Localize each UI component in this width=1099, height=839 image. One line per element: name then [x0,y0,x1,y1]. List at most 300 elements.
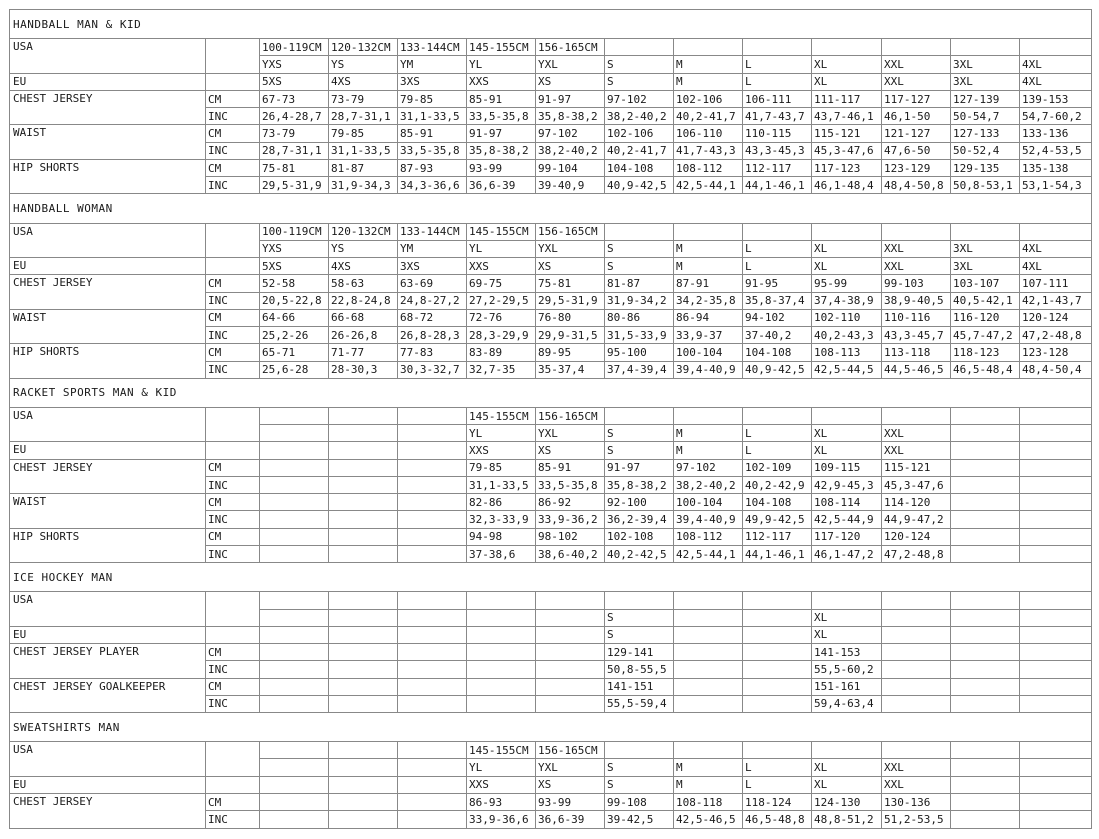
cm-value-cell: 121-127 [882,125,951,142]
unit-cm: CM [206,275,260,292]
inc-value-cell: 35,8-37,4 [743,292,812,309]
usa-label: USA [10,407,206,442]
inc-value-cell: 47,2-48,8 [882,545,951,562]
cm-value-cell [743,678,812,695]
inc-value-cell: 50-52,4 [951,142,1020,159]
unit-cell [206,73,260,90]
cm-value-cell: 114-120 [882,494,951,511]
unit-inc: INC [206,177,260,194]
unit-cm: CM [206,125,260,142]
eu-size-cell: 4XS [329,73,398,90]
cm-value-cell: 67-73 [260,90,329,107]
inc-value-cell: 36,2-39,4 [605,511,674,528]
eu-size-cell: XXS [467,73,536,90]
usa-size-cell [260,609,329,626]
height-range-cell [812,223,882,240]
cm-value-cell [329,644,398,661]
height-range-cell [605,39,674,56]
inc-value-cell [674,661,743,678]
cm-value-cell: 104-108 [605,159,674,176]
height-range-cell [1020,407,1092,424]
inc-value-cell: 38,6-40,2 [536,545,605,562]
height-range-cell [1020,592,1092,609]
cm-value-cell: 135-138 [1020,159,1092,176]
usa-size-cell: XL [812,609,882,626]
cm-value-cell [951,459,1020,476]
cm-value-cell: 86-93 [467,793,536,810]
height-range-cell [743,592,812,609]
inc-value-cell: 29,5-31,9 [260,177,329,194]
cm-value-cell: 104-108 [743,344,812,361]
cm-value-cell: 113-118 [882,344,951,361]
usa-size-cell [1020,609,1092,626]
height-range-cell: 145-155CM [467,223,536,240]
cm-value-cell: 79-85 [398,90,467,107]
measure-cm-row [10,125,1092,142]
usa-size-cell: S [605,240,674,257]
cm-value-cell [260,494,329,511]
height-range-cell: 145-155CM [467,407,536,424]
inc-value-cell [260,476,329,493]
usa-size-cell: 4XL [1020,56,1092,73]
inc-value-cell: 38,2-40,2 [605,108,674,125]
usa-size-cell: M [674,425,743,442]
inc-value-cell: 35,8-38,2 [536,108,605,125]
unit-cm: CM [206,494,260,511]
eu-size-cell: S [605,258,674,275]
unit-cm: CM [206,309,260,326]
measure-cm-row [10,459,1092,476]
measure-cm-row [10,678,1092,695]
unit-inc: INC [206,545,260,562]
inc-value-cell: 52,4-53,5 [1020,142,1092,159]
height-range-cell [951,407,1020,424]
measure-cm-row [10,275,1092,292]
inc-value-cell [329,811,398,829]
eu-size-cell [260,776,329,793]
eu-row [10,776,1092,793]
unit-cell [206,442,260,459]
height-range-cell [743,407,812,424]
inc-value-cell: 38,9-40,5 [882,292,951,309]
cm-value-cell: 52-58 [260,275,329,292]
cm-value-cell: 69-75 [467,275,536,292]
cm-value-cell: 64-66 [260,309,329,326]
usa-size-cell [329,425,398,442]
eu-label: EU [10,776,206,793]
measure-cm-row [10,528,1092,545]
eu-row [10,73,1092,90]
height-range-cell [536,592,605,609]
inc-value-cell: 36,6-39 [536,811,605,829]
inc-value-cell: 28-30,3 [329,361,398,378]
usa-size-cell: XXL [882,425,951,442]
eu-label: EU [10,73,206,90]
inc-value-cell [536,661,605,678]
cm-value-cell: 87-93 [398,159,467,176]
height-range-cell [674,742,743,759]
cm-value-cell: 129-135 [951,159,1020,176]
cm-value-cell: 124-130 [812,793,882,810]
inc-value-cell [743,661,812,678]
cm-value-cell: 63-69 [398,275,467,292]
usa-size-cell: L [743,56,812,73]
height-range-cell [467,592,536,609]
cm-value-cell: 91-97 [605,459,674,476]
cm-value-cell: 100-104 [674,494,743,511]
cm-value-cell [951,793,1020,810]
cm-value-cell: 79-85 [467,459,536,476]
inc-value-cell: 50-54,7 [951,108,1020,125]
usa-size-cell [398,425,467,442]
usa-size-cell: S [605,56,674,73]
cm-value-cell: 86-94 [674,309,743,326]
cm-value-cell: 112-117 [743,528,812,545]
inc-value-cell [1020,661,1092,678]
usa-size-cell: 3XL [951,240,1020,257]
eu-size-cell: S [605,626,674,643]
cm-value-cell: 79-85 [329,125,398,142]
cm-value-cell [467,678,536,695]
cm-value-cell: 141-151 [605,678,674,695]
usa-size-cell: XL [812,425,882,442]
inc-value-cell [951,511,1020,528]
usa-size-cell: YXL [536,425,605,442]
inc-value-cell [398,811,467,829]
cm-value-cell: 115-121 [812,125,882,142]
inc-value-cell: 46,1-47,2 [812,545,882,562]
inc-value-cell: 33,9-36,2 [536,511,605,528]
inc-value-cell: 40,2-42,5 [605,545,674,562]
inc-value-cell: 25,6-28 [260,361,329,378]
cm-value-cell [1020,528,1092,545]
measure-cm-row [10,494,1092,511]
cm-value-cell [398,644,467,661]
unit-inc: INC [206,327,260,344]
usa-size-cell: YL [467,240,536,257]
cm-value-cell [536,678,605,695]
cm-value-cell: 89-95 [536,344,605,361]
inc-value-cell [329,545,398,562]
section-title: ICE HOCKEY MAN [10,563,1092,592]
usa-row [10,223,1092,240]
usa-size-cell: XL [812,56,882,73]
unit-cm: CM [206,159,260,176]
cm-value-cell [1020,644,1092,661]
cm-value-cell: 81-87 [605,275,674,292]
cm-value-cell [398,678,467,695]
cm-value-cell: 75-81 [536,275,605,292]
measure-label: WAIST [10,309,206,344]
height-range-cell [260,407,329,424]
eu-size-cell: XS [536,776,605,793]
inc-value-cell: 25,2-26 [260,327,329,344]
eu-size-cell: XS [536,73,605,90]
inc-value-cell [951,545,1020,562]
cm-value-cell: 110-115 [743,125,812,142]
height-range-cell [674,407,743,424]
cm-value-cell: 99-103 [882,275,951,292]
cm-value-cell: 95-100 [605,344,674,361]
height-range-cell [260,592,329,609]
inc-value-cell: 40,2-41,7 [605,142,674,159]
inc-value-cell: 26-26,8 [329,327,398,344]
unit-cm: CM [206,678,260,695]
cm-value-cell: 66-68 [329,309,398,326]
usa-size-cell [536,609,605,626]
inc-value-cell: 42,5-44,1 [674,177,743,194]
eu-size-cell [329,626,398,643]
inc-value-cell: 33,5-35,8 [467,108,536,125]
cm-value-cell [951,678,1020,695]
height-range-cell [743,742,812,759]
usa-size-cell [398,759,467,776]
height-range-cell [329,592,398,609]
usa-row [10,407,1092,424]
eu-size-cell: 4XL [1020,258,1092,275]
inc-value-cell: 40,2-41,7 [674,108,743,125]
inc-value-cell: 33,5-35,8 [536,476,605,493]
eu-size-cell: XL [812,258,882,275]
usa-size-cell: XL [812,240,882,257]
cm-value-cell [1020,678,1092,695]
inc-value-cell [398,511,467,528]
usa-size-cell: YXL [536,56,605,73]
cm-value-cell: 106-111 [743,90,812,107]
cm-value-cell [951,528,1020,545]
unit-cell [206,223,260,258]
cm-value-cell [329,528,398,545]
usa-size-cell: L [743,240,812,257]
usa-size-cell: 3XL [951,56,1020,73]
measure-cm-row [10,644,1092,661]
inc-value-cell [260,695,329,712]
inc-value-cell: 31,1-33,5 [329,142,398,159]
measure-label: WAIST [10,125,206,160]
inc-value-cell: 42,5-44,1 [674,545,743,562]
inc-value-cell: 50,8-55,5 [605,661,674,678]
inc-value-cell [398,476,467,493]
cm-value-cell [260,678,329,695]
inc-value-cell: 29,5-31,9 [536,292,605,309]
cm-value-cell: 99-104 [536,159,605,176]
measure-label: HIP SHORTS [10,528,206,563]
inc-value-cell: 37-40,2 [743,327,812,344]
cm-value-cell: 91-95 [743,275,812,292]
cm-value-cell: 118-124 [743,793,812,810]
section-title: RACKET SPORTS MAN & KID [10,378,1092,407]
cm-value-cell: 85-91 [536,459,605,476]
inc-value-cell [536,695,605,712]
inc-value-cell: 45,3-47,6 [812,142,882,159]
cm-value-cell [882,678,951,695]
inc-value-cell: 37,4-39,4 [605,361,674,378]
inc-value-cell [882,661,951,678]
measure-cm-row [10,159,1092,176]
cm-value-cell: 73-79 [329,90,398,107]
cm-value-cell: 94-102 [743,309,812,326]
eu-size-cell: L [743,73,812,90]
eu-size-cell: 4XL [1020,73,1092,90]
usa-size-cell: XXL [882,240,951,257]
usa-size-cell [743,609,812,626]
usa-size-cell: XXL [882,759,951,776]
height-range-cell: 120-132CM [329,223,398,240]
inc-value-cell [1020,476,1092,493]
height-range-cell: 133-144CM [398,39,467,56]
inc-value-cell: 45,7-47,2 [951,327,1020,344]
usa-size-cell: YXL [536,759,605,776]
measure-cm-row [10,344,1092,361]
usa-size-cell: YL [467,425,536,442]
eu-size-cell: S [605,442,674,459]
inc-value-cell [951,476,1020,493]
height-range-cell [812,39,882,56]
inc-value-cell: 54,7-60,2 [1020,108,1092,125]
inc-value-cell [329,511,398,528]
inc-value-cell: 40,9-42,5 [743,361,812,378]
unit-cm: CM [206,90,260,107]
height-range-cell [882,407,951,424]
cm-value-cell: 120-124 [882,528,951,545]
inc-value-cell: 51,2-53,5 [882,811,951,829]
eu-size-cell [329,776,398,793]
cm-value-cell: 68-72 [398,309,467,326]
inc-value-cell: 31,9-34,3 [329,177,398,194]
cm-value-cell: 102-108 [605,528,674,545]
cm-value-cell: 102-110 [812,309,882,326]
cm-value-cell [260,644,329,661]
inc-value-cell: 31,5-33,9 [605,327,674,344]
cm-value-cell [398,494,467,511]
inc-value-cell: 41,7-43,3 [674,142,743,159]
cm-value-cell: 103-107 [951,275,1020,292]
cm-value-cell: 94-98 [467,528,536,545]
cm-value-cell [467,644,536,661]
eu-size-cell [1020,626,1092,643]
height-range-cell [329,407,398,424]
cm-value-cell: 97-102 [605,90,674,107]
cm-value-cell: 111-117 [812,90,882,107]
cm-value-cell: 87-91 [674,275,743,292]
inc-value-cell [951,811,1020,829]
usa-size-cell [674,609,743,626]
cm-value-cell [329,793,398,810]
inc-value-cell: 53,1-54,3 [1020,177,1092,194]
eu-size-cell: S [605,776,674,793]
inc-value-cell: 32,3-33,9 [467,511,536,528]
usa-size-cell [882,609,951,626]
inc-value-cell [398,695,467,712]
cm-value-cell [260,528,329,545]
eu-size-cell: XL [812,442,882,459]
height-range-cell [951,223,1020,240]
cm-value-cell [951,494,1020,511]
cm-value-cell: 98-102 [536,528,605,545]
eu-size-cell: 4XS [329,258,398,275]
inc-value-cell [260,545,329,562]
usa-size-cell: YM [398,240,467,257]
inc-value-cell [882,695,951,712]
usa-size-cell: S [605,759,674,776]
cm-value-cell: 95-99 [812,275,882,292]
usa-size-cell [951,759,1020,776]
height-range-cell: 100-119CM [260,223,329,240]
measure-label: CHEST JERSEY GOALKEEPER [10,678,206,713]
cm-value-cell: 85-91 [398,125,467,142]
unit-cm: CM [206,528,260,545]
eu-size-cell: XL [812,776,882,793]
inc-value-cell: 43,3-45,3 [743,142,812,159]
inc-value-cell: 48,4-50,8 [882,177,951,194]
unit-cell [206,39,260,74]
cm-value-cell: 110-116 [882,309,951,326]
cm-value-cell [398,459,467,476]
inc-value-cell [467,695,536,712]
inc-value-cell: 26,4-28,7 [260,108,329,125]
cm-value-cell: 116-120 [951,309,1020,326]
eu-size-cell: XXL [882,73,951,90]
section-title-row [10,194,1092,223]
section-title-row [10,563,1092,592]
cm-value-cell: 108-112 [674,528,743,545]
eu-size-cell [743,626,812,643]
eu-size-cell: M [674,73,743,90]
height-range-cell [812,592,882,609]
height-range-cell [605,592,674,609]
inc-value-cell [329,695,398,712]
height-range-cell: 145-155CM [467,742,536,759]
height-range-cell: 100-119CM [260,39,329,56]
cm-value-cell: 127-139 [951,90,1020,107]
usa-size-cell: L [743,759,812,776]
height-range-cell [605,223,674,240]
inc-value-cell: 44,9-47,2 [882,511,951,528]
height-range-cell [951,592,1020,609]
cm-value-cell: 80-86 [605,309,674,326]
height-range-cell [260,742,329,759]
inc-value-cell [1020,545,1092,562]
eu-size-cell [398,776,467,793]
inc-value-cell: 32,7-35 [467,361,536,378]
measure-label: HIP SHORTS [10,159,206,194]
inc-value-cell [951,695,1020,712]
inc-value-cell: 42,5-44,5 [812,361,882,378]
usa-size-cell: YXL [536,240,605,257]
height-range-cell [743,223,812,240]
unit-cm: CM [206,344,260,361]
unit-cm: CM [206,644,260,661]
height-range-cell [882,742,951,759]
inc-value-cell [951,661,1020,678]
usa-size-cell: XXL [882,56,951,73]
height-range-cell: 156-165CM [536,407,605,424]
unit-cell [206,776,260,793]
inc-value-cell: 28,3-29,9 [467,327,536,344]
cm-value-cell: 130-136 [882,793,951,810]
eu-size-cell [951,626,1020,643]
cm-value-cell: 118-123 [951,344,1020,361]
usa-size-cell: M [674,56,743,73]
section-title: SWEATSHIRTS MAN [10,713,1092,742]
cm-value-cell: 139-153 [1020,90,1092,107]
cm-value-cell: 117-120 [812,528,882,545]
eu-size-cell [1020,442,1092,459]
height-range-cell [398,592,467,609]
eu-size-cell: L [743,442,812,459]
inc-value-cell: 22,8-24,8 [329,292,398,309]
usa-row [10,592,1092,609]
